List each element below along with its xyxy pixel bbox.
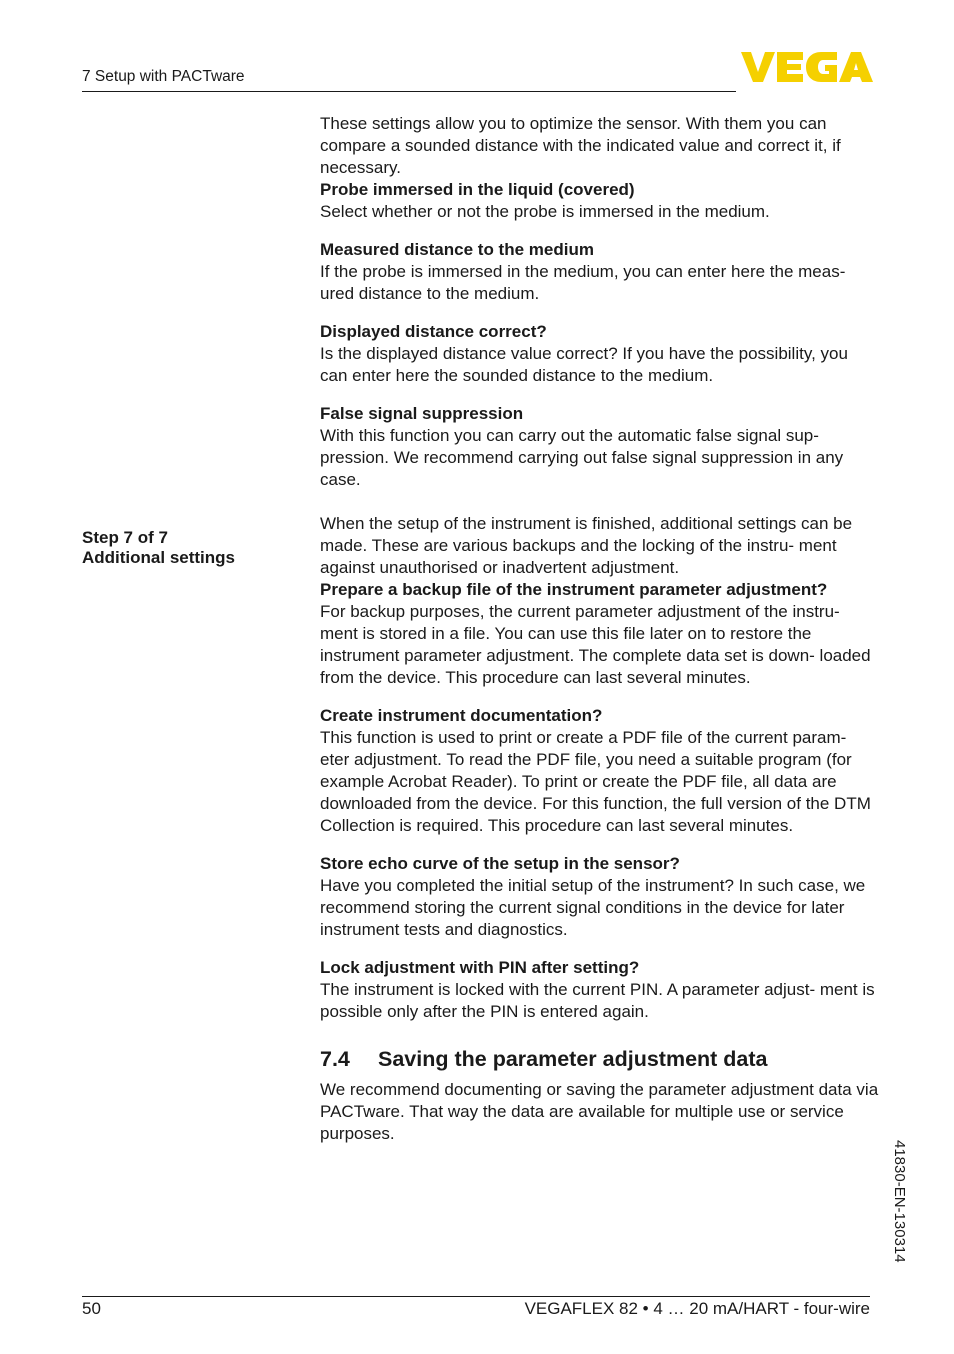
setting-body: Is the displayed distance value correct? If you have the possibility, you can enter here the sounded distance to the medium. [320,344,848,385]
setting-body: If the probe is immersed in the medium, you can enter here the meas- ured distance to the medium. [320,262,846,303]
setting-body: Select whether or not the probe is immersed in the medium. [320,202,770,221]
step-label-line2: Additional settings [82,548,235,567]
setting-block [320,321,880,387]
section-heading [320,1045,880,1073]
step-label [82,528,235,568]
section-number: 7.4 [320,1047,350,1071]
vega-logo [741,50,873,84]
setting-block [320,957,880,1023]
setting-heading: Measured distance to the medium [320,240,594,259]
setting-heading: Prepare a backup file of the instrument parameter adjustment? [320,580,828,599]
intro-paragraph: These settings allow you to optimize the sensor. With them you can compare a sounded distance with the indicated value and correct it, if necessary. [320,114,841,177]
step-label-line1: Step 7 of 7 [82,528,168,547]
header-rule [82,91,736,92]
section-title: Saving the parameter adjustment data [378,1047,768,1071]
setting-heading: Lock adjustment with PIN after setting? [320,958,640,977]
main-content [320,113,880,1145]
setting-block [320,853,880,941]
document-code: 41830-EN-130314 [891,1140,908,1263]
setting-body: This function is used to print or create a PDF file of the current param- eter adjustment. To read the PDF file, you need a suitable program (for example Acrobat Reader). To print or create the PDF file, all data are downloaded from the device. For this function, the full version of the DTM Collection is required. This procedure can last several minutes. [320,728,871,835]
setting-block [320,403,880,491]
setting-heading: Create instrument documentation? [320,706,603,725]
setting-block [320,705,880,837]
setting-block [320,179,880,223]
step-intro-paragraph: When the setup of the instrument is finished, additional settings can be made. These are various backups and the locking of the instru- ment against unauthorised or inadvertent adjustment. [320,514,853,577]
setting-block [320,579,880,689]
setting-body: Have you completed the initial setup of the instrument? In such case, we recommend storing the current signal conditions in the device for later instrument tests and diagnostics. [320,876,866,939]
setting-heading: False signal suppression [320,404,524,423]
setting-heading: Store echo curve of the setup in the sensor? [320,854,680,873]
running-header: 7 Setup with PACTware [82,68,245,85]
page-number: 50 [82,1299,101,1318]
setting-body: The instrument is locked with the current PIN. A parameter adjust- ment is possible only after the PIN is entered again. [320,980,875,1021]
setting-heading: Probe immersed in the liquid (covered) [320,180,635,199]
footer-rule [82,1296,870,1297]
setting-body: For backup purposes, the current parameter adjustment of the instru- ment is stored in a file. You can use this file later on to restore the instrument parameter adjustment. The complete data set is down- loaded from the device. This procedure can last several minutes. [320,602,871,687]
setting-heading: Displayed distance correct? [320,322,547,341]
setting-body: With this function you can carry out the automatic false signal sup- pression. We recommend carrying out false signal suppression in any case. [320,426,844,489]
setting-block [320,239,880,305]
section-paragraph: We recommend documenting or saving the parameter adjustment data via PACTware. That way the data are available for multiple use or service purposes. [320,1080,879,1143]
footer-product-title: VEGAFLEX 82 • 4 … 20 mA/HART - four-wire [524,1299,870,1318]
